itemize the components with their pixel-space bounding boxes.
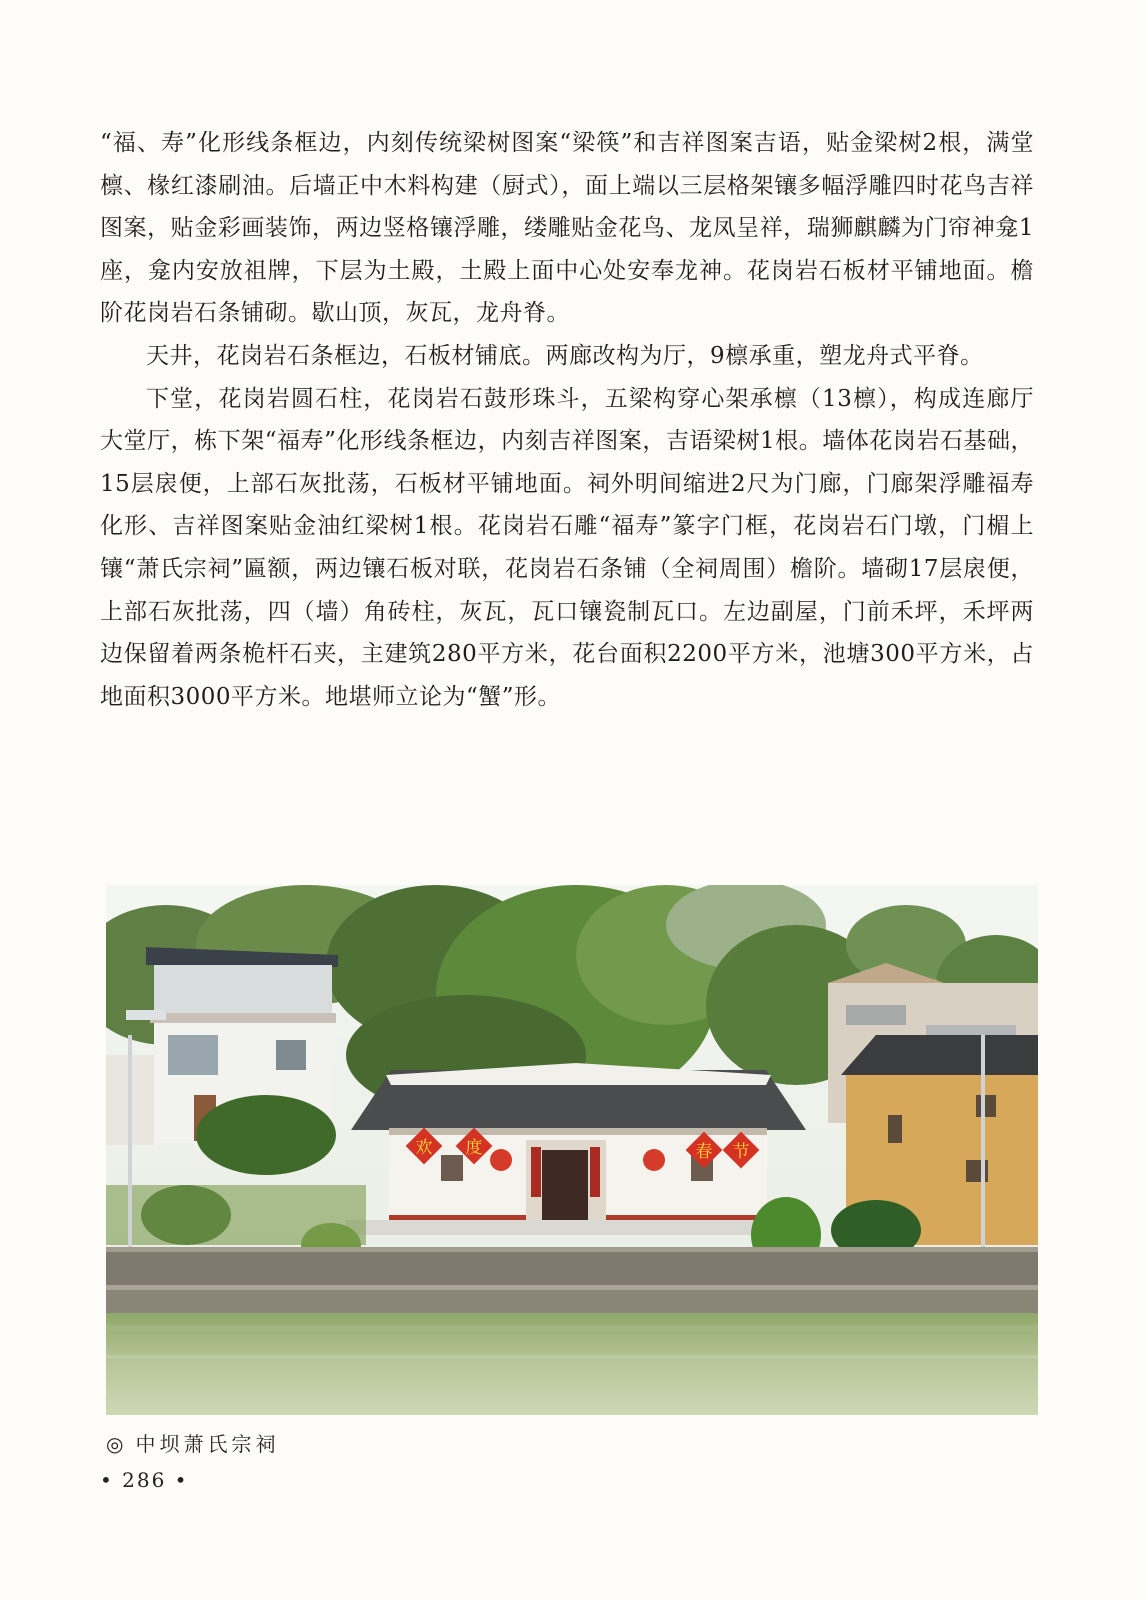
banner-char-3: 春 bbox=[695, 1142, 713, 1162]
banner-char-1: 欢 bbox=[415, 1138, 433, 1158]
banner-char-2: 度 bbox=[465, 1138, 483, 1158]
ancestral-hall-photo bbox=[106, 885, 1038, 1415]
caption-text: 中坝萧氏宗祠 bbox=[135, 1432, 280, 1456]
caption-mark: ◎ bbox=[106, 1432, 128, 1456]
banner-char-4: 节 bbox=[732, 1142, 750, 1162]
paragraph-1: “福、寿”化形线条框边，内刻传统梁树图案“梁筷”和吉祥图案吉语，贴金梁树2根，满堂檩、椽红漆刷油。后墙正中木料构建（厨式），面上端以三层格架镶多幅浮雕四时花鸟吉祥图案，贴金彩画装饰，两边竖格镶浮雕，缕雕贴金花鸟、龙凤呈祥，瑞狮麒麟为门帘神龛1座，龛内安放祖牌，下层为土殿，土殿上面中心处安奉龙神。花岗岩石板材平铺地面。檐阶花岗岩石条铺砌。歇山顶，灰瓦，龙舟脊。 bbox=[100, 130, 1034, 327]
photo-caption bbox=[106, 1428, 279, 1457]
body-text bbox=[100, 122, 1034, 718]
page-number: • 286 • bbox=[100, 1468, 189, 1492]
paragraph-2: 天井，花岗岩石条框边，石板材铺底。两廊改构为厅，9檩承重，塑龙舟式平脊。 bbox=[146, 342, 984, 369]
stone-walls bbox=[106, 1247, 1038, 1315]
paragraph-3: 下堂，花岗岩圆石柱，花岗岩石鼓形珠斗，五梁构穿心架承檩（13檩），构成连廊厅大堂厅，栋下架“福寿”化形线条框边，内刻吉祥图案，吉语梁树1根。墙体花岗岩石基础，15层扆便，上部石灰批荡，石板材平铺地面。祠外明间缩进2尺为门廊，门廊架浮雕福寿化形、吉祥图案贴金油红梁树1根。花岗岩石雕“福寿”篆字门框，花岗岩石门墩，门楣上镶“萧氏宗祠”匾额，两边镶石板对联，花岗岩石条铺（全祠周围）檐阶。墙砌17层扆便，上部石灰批荡，四（墙）角砖柱，灰瓦，瓦口镶瓷制瓦口。左边副屋，门前禾坪，禾坪两边保留着两条桅杆石夹，主建筑280平方米，花台面积2200平方米，池塘300平方米，占地面积3000平方米。地堪师立论为“蟹”形。 bbox=[100, 385, 1034, 710]
